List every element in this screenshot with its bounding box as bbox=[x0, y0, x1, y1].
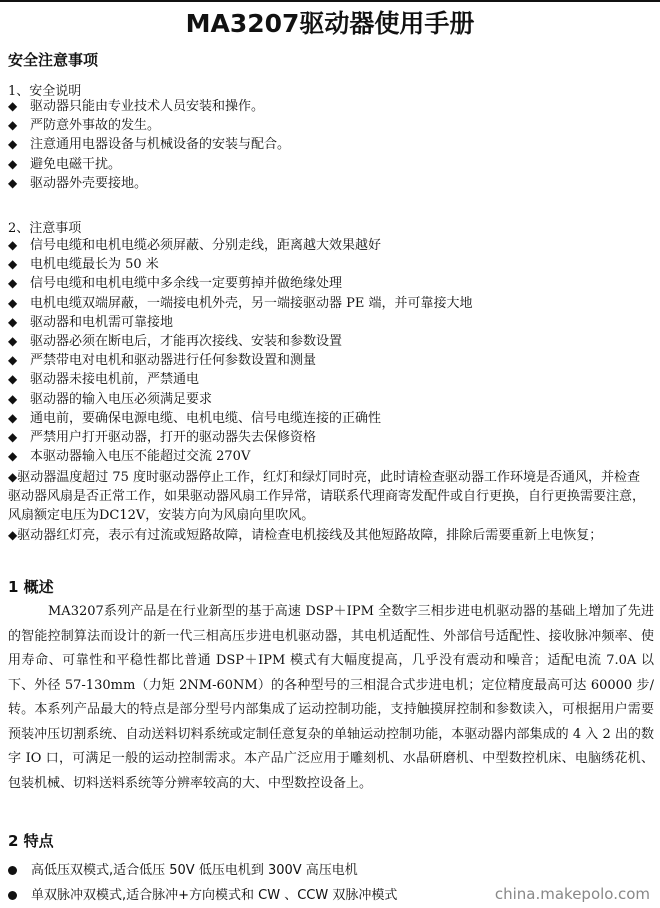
safety-instruction-item bbox=[8, 155, 652, 174]
diamond-bullet-icon: ◆ bbox=[8, 334, 18, 349]
precaution-item bbox=[8, 236, 652, 255]
list-item-text: 严防意外事故的发生。 bbox=[30, 118, 161, 134]
list-item-text: 严禁用户打开驱动器，打开的驱动器失去保修资格 bbox=[30, 430, 317, 446]
list-item-text: 避免电磁干扰。 bbox=[30, 156, 122, 172]
precaution-item bbox=[8, 351, 652, 370]
precaution-item bbox=[8, 294, 652, 313]
diamond-bullet-icon: ◆ bbox=[8, 410, 18, 425]
list-item-text: 驱动器必须在断电后，才能再次接线、安装和参数设置 bbox=[30, 334, 343, 350]
precaution-item bbox=[8, 313, 652, 332]
diamond-bullet-icon: ◆ bbox=[8, 449, 18, 464]
diamond-bullet-icon: ◆ bbox=[8, 238, 18, 252]
list-item-text: 驱动器和电机需可靠接地 bbox=[30, 314, 174, 330]
precaution-long-item bbox=[8, 526, 652, 545]
diamond-bullet-icon: ◆ bbox=[8, 372, 18, 387]
diamond-bullet-icon: ◆ bbox=[8, 391, 18, 406]
precaution-item bbox=[8, 428, 652, 447]
features-heading: 2 特点 bbox=[8, 832, 54, 850]
list-item-text: 注意通用电器设备与机械设备的安装与配合。 bbox=[30, 137, 291, 153]
list-item-text: 信号电缆和电机电缆中多余线一定要剪掉并做绝缘处理 bbox=[30, 276, 343, 292]
overview-heading: 1 概述 bbox=[8, 578, 54, 596]
precautions-list bbox=[8, 236, 652, 466]
precaution-long-item bbox=[8, 468, 652, 526]
watermark: china.makepolo.com bbox=[494, 885, 650, 903]
safety-instruction-item bbox=[8, 116, 652, 135]
list-item-text: 严禁带电对电机和驱动器进行任何参数设置和测量 bbox=[30, 353, 317, 369]
diamond-bullet-icon: ◆ bbox=[8, 137, 18, 152]
diamond-bullet-icon: ◆ bbox=[8, 257, 18, 272]
diamond-bullet-icon: ◆ bbox=[8, 276, 18, 291]
diamond-bullet-icon: ◆ bbox=[8, 353, 18, 368]
safety-instruction-item bbox=[8, 97, 652, 116]
safety-instruction-item bbox=[8, 135, 652, 154]
list-item-text: 驱动器未接电机前，严禁通电 bbox=[30, 372, 200, 388]
diamond-bullet-icon: ◆ bbox=[8, 118, 18, 133]
diamond-bullet-icon: ◆ bbox=[8, 470, 18, 484]
diamond-bullet-icon: ◆ bbox=[8, 430, 18, 445]
precaution-item bbox=[8, 274, 652, 293]
list-item-text: 电机电缆双端屏蔽，一端接电机外壳，另一端接驱动器 PE 端，并可靠接大地 bbox=[30, 295, 473, 311]
safety-part2-title: 2、注意事项 bbox=[8, 221, 82, 236]
safety-part1-title: 1、安全说明 bbox=[8, 84, 82, 99]
feature-item bbox=[8, 858, 652, 883]
precaution-item bbox=[8, 332, 652, 351]
diamond-bullet-icon: ◆ bbox=[8, 175, 18, 190]
list-item-text: 电机电缆最长为 50 米 bbox=[30, 257, 159, 273]
round-bullet-icon bbox=[8, 891, 17, 900]
precautions-long-list bbox=[8, 468, 652, 545]
list-item-text: 本驱动器输入电压不能超过交流 270V bbox=[30, 449, 251, 465]
diamond-bullet-icon: ◆ bbox=[8, 314, 18, 329]
diamond-bullet-icon: ◆ bbox=[8, 99, 18, 113]
overview-paragraph: MA3207系列产品是在行业新型的基于高速 DSP＋IPM 全数字三相步进电机驱动器的基础上增加了先进的智能控制算法而设计的新一代三相高压步进电机驱动器，其电机适配性、外部信号适配性、接收脉冲频率、使用寿命、可靠性和平稳性都比普通 DSP＋IPM 模式有大幅度提高，几乎没有震动和噪音；适配电流 7.0A 以下、外径 57-130mm（力矩 2NM-60NM）的各种型号的三相混合式步进电机；定位精度最高可达 60000 步/转。本系列产品最大的特点是部分型号内部集成了运动控制功能，支持触摸屏控制和参数读入，可根据用户需要预装冲压切割系统、自动送料切料系统或定制任意复杂的单轴运动控制功能，本驱动器内部集成的 4 入 2 出的数字 IO 口，可满足一般的运动控制需求。本产品广泛应用于雕刻机、水晶研磨机、中型数控机床、电脑绣花机、包装机械、切料送料系统等分辨率较高的大、中型数控设备上。 bbox=[8, 604, 654, 791]
list-item-text: 驱动器红灯亮，表示有过流或短路故障，请检查电机接线及其他短路故障，排除后需要重新上电恢复； bbox=[17, 527, 603, 543]
diamond-bullet-icon: ◆ bbox=[8, 295, 18, 310]
feature-text: 高低压双模式,适合低压 50V 低压电机到 300V 高压电机 bbox=[31, 863, 358, 878]
precaution-item bbox=[8, 409, 652, 428]
header-rule bbox=[0, 0, 660, 2]
precaution-item bbox=[8, 370, 652, 389]
document-title: MA3207驱动器使用手册 bbox=[185, 9, 475, 38]
list-item-text: 驱动器温度超过 75 度时驱动器停止工作，红灯和绿灯同时亮，此时请检查驱动器工作环境是否通风，并检查驱动器风扇是否正常工作，如果驱动器风扇工作异常，请联系代理商寄发配件或自行更换，自行更换需要注意，风扇额定电压为DC12V，安装方向为风扇向里吹风。 bbox=[8, 470, 646, 524]
list-item-text: 驱动器外壳要接地。 bbox=[30, 175, 148, 191]
precaution-item bbox=[8, 255, 652, 274]
list-item-text: 信号电缆和电机电缆必须屏蔽、分别走线，距离越大效果越好 bbox=[30, 238, 382, 253]
round-bullet-icon bbox=[8, 866, 17, 875]
diamond-bullet-icon: ◆ bbox=[8, 156, 18, 171]
safety-heading: 安全注意事项 bbox=[8, 51, 99, 69]
list-item-text: 驱动器只能由专业技术人员安装和操作。 bbox=[30, 99, 265, 114]
feature-text: 单双脉冲双模式,适合脉冲+方向模式和 CW 、CCW 双脉冲模式 bbox=[31, 888, 398, 903]
safety-instruction-item bbox=[8, 174, 652, 193]
diamond-bullet-icon: ◆ bbox=[8, 527, 18, 542]
precaution-item bbox=[8, 447, 652, 466]
list-item-text: 通电前，要确保电源电缆、电机电缆、信号电缆连接的正确性 bbox=[30, 410, 382, 426]
list-item-text: 驱动器的输入电压必须满足要求 bbox=[30, 391, 213, 407]
precaution-item bbox=[8, 390, 652, 409]
safety-instructions-list bbox=[8, 97, 652, 193]
